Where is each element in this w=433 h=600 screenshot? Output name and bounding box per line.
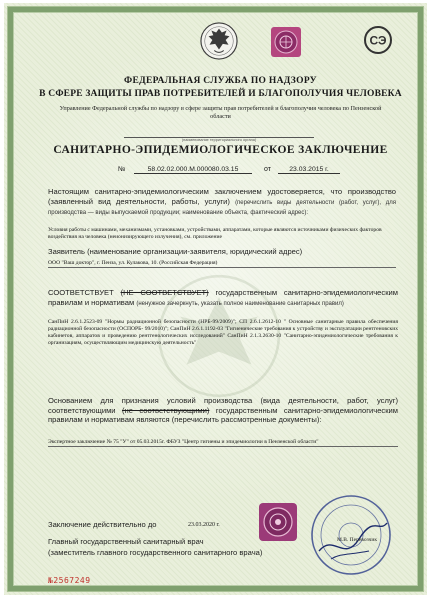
intro-hint: (перечислить виды деятельности (работ, услуг), для производства — виды выпускаемой продукции; наименование объекта, фактический адрес): [48, 199, 396, 217]
valid-until-label: Заключение действительно до [48, 520, 157, 529]
intro-text: Настоящим санитарно-эпидемиологическим заключением удостоверяется, что производство (заявленный вид деятельности, работы, услуги) [48, 187, 396, 206]
department-caption: (наименование территориального органа) [181, 138, 257, 142]
activity-value: Условия работы с машинами, механизмами, установками, устройствами, аппаратами, которые являются источниками физических факторов воздействия на человека (неионизирующего излучения), см. приложение [48, 227, 382, 240]
department-name: Управление Федеральной службы по надзору в сфере защиты прав потребителей и благополучия человека по Пензенской области [59, 105, 382, 120]
chief-doctor-title: Главный государственный санитарный врач [48, 537, 204, 546]
basis-text-1: Основанием для признания условий производства (вида деятельности, работ, услуг) соответствующими [48, 396, 398, 415]
applicant-value-line1: ООО "Ваш доктор", г. Пенза, ул. Кулакова, 10. (Российская Федерация) [48, 260, 396, 268]
se-logo-icon [361, 25, 395, 55]
agency-title-line2: В СФЕРЕ ЗАЩИТЫ ПРАВ ПОТРЕБИТЕЛЕЙ И БЛАГОПОЛУЧИЯ ЧЕЛОВЕКА [39, 89, 402, 99]
agency-title-line1: ФЕДЕРАЛЬНАЯ СЛУЖБА ПО НАДЗОРУ [124, 76, 317, 86]
compliance-hint: (ненужное зачеркнуть, указать полное наименование санитарных правил) [136, 300, 344, 307]
compliance-yes: СООТВЕТСТВУЕТ [48, 288, 114, 297]
basis-documents: Экспертное заключение № 75 "У" от 05.03.2015г. ФБУЗ "Центр гигиены и эпидемиологии в Пензенской области" [48, 439, 398, 447]
basis-strike: (не соответствующими) [121, 405, 210, 415]
signer-name: М.В. Перевозчик [337, 537, 378, 543]
intro-paragraph [48, 187, 396, 218]
certificate-sheet [4, 3, 427, 595]
se-logo [361, 25, 395, 55]
registration-number: 58.02.02.000.М.000080.03.15 [134, 166, 252, 174]
basis-text-2: государственным санитарно-эпидемиологическим правилам и нормативам являются [48, 405, 398, 425]
document-title: САНИТАРНО-ЭПИДЕМИОЛОГИЧЕСКОЕ ЗАКЛЮЧЕНИЕ [53, 144, 388, 156]
valid-until-date: 23.03.2020 г. [188, 522, 220, 528]
hologram-seal-icon [270, 26, 302, 58]
basis-paragraph [48, 396, 398, 425]
registration-date-label: от [264, 166, 271, 173]
registration-date: 23.03.2015 г. [278, 166, 340, 174]
basis-hint: (перечислить рассмотренные документы): [171, 415, 322, 425]
compliance-rest: государственным санитарно-эпидемиологическим правилам и нормативам [48, 288, 398, 307]
compliance-no: (НЕ СООТВЕТСТВУЕТ) [120, 288, 209, 297]
registration-number-label: № [118, 166, 126, 173]
coat-of-arms-icon [200, 20, 238, 62]
applicant-heading [48, 247, 396, 257]
official-stamp-icon [309, 493, 393, 577]
applicant-label: Заявитель [48, 247, 85, 256]
applicant-hint: (наименование организации-заявителя, юридический адрес) [87, 247, 303, 256]
sanitary-norms: СанПиН 2.6.1.2523-09 "Нормы радиационной безопасности (НРБ-99/2009)"; СП 2.6.1.2612-10 " Основные санитарные правила обеспечения радиационной безопасности (ОСПОРБ- 99/2010)"; СанПиН 2.6.1.1192-03 "Гигиенические требования к устройству и эксплуатации рентгеновских кабинетов, аппаратов и проведению рентгенологических исследований" СанПиН 2.1.3.2630-10 "Санитарно-эпидемиологические требования к организациям, осуществляющим медицинскую деятельность" [48, 319, 398, 346]
serial-number: №2567249 [48, 576, 91, 585]
hologram-sticker-icon [258, 502, 298, 542]
deputy-chief-title: (заместитель главного государственного санитарного врача) [48, 548, 263, 557]
compliance-paragraph [48, 288, 398, 308]
applicant-value [48, 260, 396, 268]
se-mark-text: СЭ [369, 33, 387, 48]
